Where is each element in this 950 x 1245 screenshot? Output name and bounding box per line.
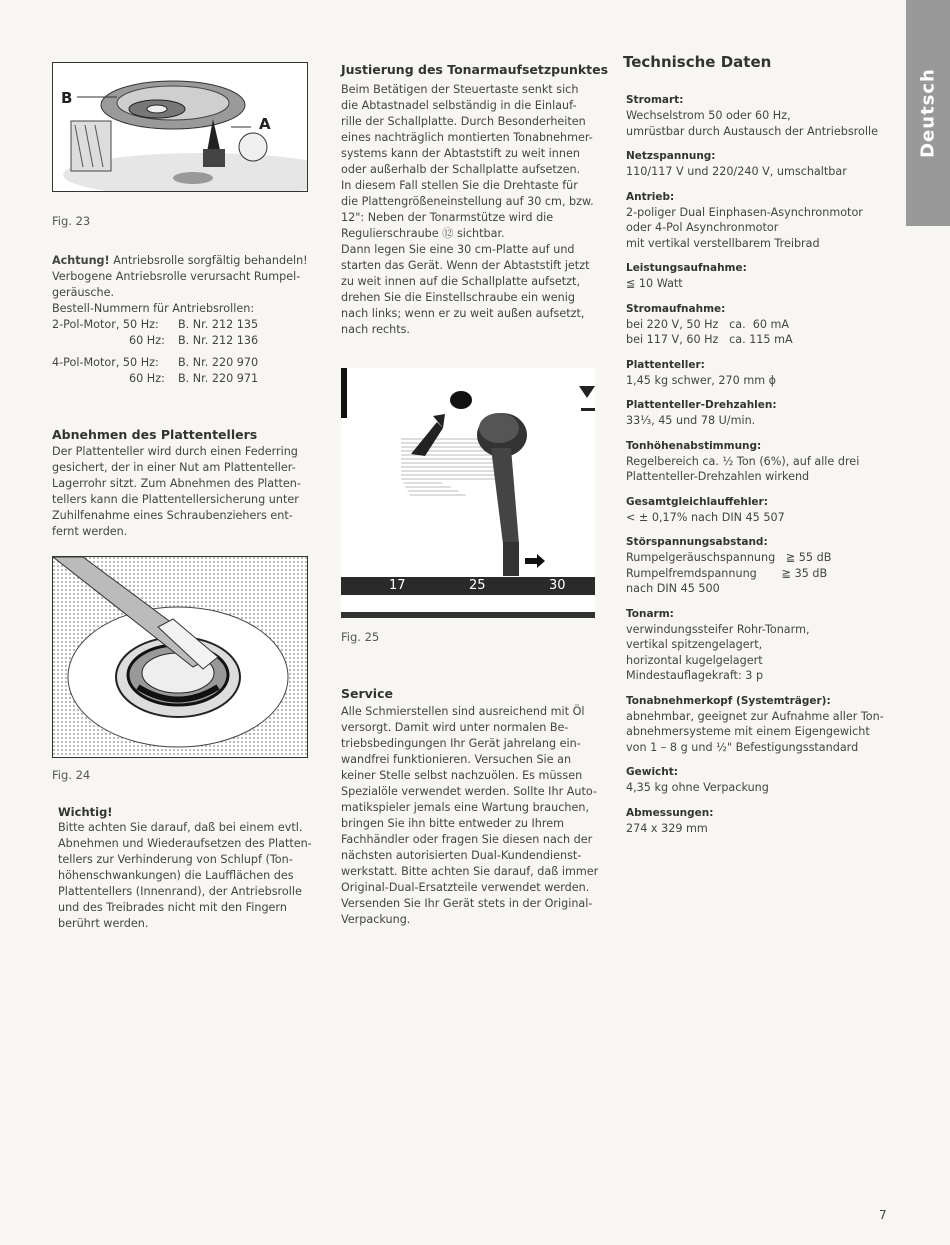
spec-antrieb xyxy=(626,191,896,252)
body-line: In diesem Fall stellen Sie die Drehtaste für xyxy=(341,179,578,192)
body-line: Beim Betätigen der Steuertaste senkt sich xyxy=(341,83,579,96)
scale-mark-25: 25 xyxy=(469,578,486,593)
spec-value: Rumpelfremdspannung ≧ 35 dB xyxy=(626,566,828,580)
body-line: systems kann der Abtaststift zu weit innen xyxy=(341,147,580,160)
figure-25 xyxy=(341,368,595,618)
motor-label: 60 Hz: xyxy=(129,372,165,385)
abnehmen-body xyxy=(52,444,310,540)
spec-value: oder 4-Pol Asynchronmotor xyxy=(626,221,779,234)
language-tab xyxy=(906,0,950,226)
service-body xyxy=(341,704,599,928)
body-line: Original-Dual-Ersatzteile verwendet werden. xyxy=(341,881,590,894)
spec-value: horizontal kugelgelagert xyxy=(626,653,763,667)
achtung-line: geräusche. xyxy=(52,286,115,299)
spec-value: Plattenteller-Drehzahlen wirkend xyxy=(626,470,810,483)
order-number: B. Nr. 220 970 xyxy=(178,356,259,369)
body-line: Zuhilfenahme eines Schraubenziehers ent- xyxy=(52,509,293,522)
body-line: Verpackung. xyxy=(341,913,411,926)
achtung-title: Achtung! xyxy=(52,254,110,267)
spec-label: Tonhöhenabstimmung: xyxy=(626,439,762,452)
achtung-line: Verbogene Antriebsrolle verursacht Rumpel- xyxy=(52,270,301,283)
spec-value: bei 117 V, 60 Hz ca. 115 mA xyxy=(626,333,793,346)
spec-value: 110/117 V und 220/240 V, umschaltbar xyxy=(626,165,847,178)
spec-tonabnehmerkopf xyxy=(626,695,896,756)
spec-value: mit vertikal verstellbarem Treibrad xyxy=(626,236,820,250)
spec-value: 33⅓, 45 und 78 U/min. xyxy=(626,414,756,427)
spec-value: von 1 – 8 g und ½" Befestigungsstandard xyxy=(626,740,859,754)
body-line: Spezialöle verwendet werden. Sollte Ihr Auto- xyxy=(341,785,597,798)
spec-value: Regelbereich ca. ½ Ton (6%), auf alle drei xyxy=(626,454,860,468)
body-line: die Plattengrößeneinstellung auf 30 cm, bzw. xyxy=(341,195,594,208)
spec-label: Leistungsaufnahme: xyxy=(626,262,747,274)
service-heading: Service xyxy=(341,686,393,701)
spec-value: nach DIN 45 500 xyxy=(626,582,720,595)
body-line: eines nachträglich montierten Tonabnehmer- xyxy=(341,131,593,144)
justierung-body xyxy=(341,82,599,338)
spec-value: 2-poliger Dual Einphasen-Asynchronmotor xyxy=(626,205,863,219)
figure-23 xyxy=(52,62,308,192)
scale-mark-17: 17 xyxy=(389,578,406,593)
spec-label: Stromaufnahme: xyxy=(626,302,726,315)
body-line: wandfrei funktionieren. Versuchen Sie an xyxy=(341,753,572,766)
body-line: Plattentellers (Innenrand), der Antriebsrolle xyxy=(58,885,302,898)
technische-daten-heading: Technische Daten xyxy=(623,53,772,71)
label-b: B xyxy=(61,89,73,107)
body-line: höhenschwankungen) die Laufflächen des xyxy=(58,869,294,882)
spec-label: Tonarm: xyxy=(626,607,674,620)
body-line: rille der Schallplatte. Durch Besonderheiten xyxy=(341,115,586,128)
spec-label: Stromart: xyxy=(626,94,684,106)
body-line: und des Treibrades nicht mit den Fingern xyxy=(58,901,287,914)
spec-value: Rumpelgeräuschspannung ≧ 55 dB xyxy=(626,551,832,564)
body-line: berührt werden. xyxy=(58,917,149,930)
page-number: 7 xyxy=(879,1208,887,1222)
body-line: Bitte achten Sie darauf, daß bei einem evtl. xyxy=(58,821,303,834)
motor-label: 60 Hz: xyxy=(129,334,165,347)
spec-abmessungen xyxy=(626,807,896,837)
achtung-line1: Antriebsrolle sorgfältig behandeln! xyxy=(109,254,308,267)
spec-leistungsaufnahme xyxy=(626,262,896,292)
spec-value: abnehmbar, geeignet zur Aufnahme aller Ton- xyxy=(626,709,884,723)
size-scale-strip xyxy=(341,577,595,595)
spec-tonarm xyxy=(626,608,896,684)
body-line: Dann legen Sie eine 30 cm-Platte auf und xyxy=(341,243,575,256)
spec-value: umrüstbar durch Austausch der Antriebsrolle xyxy=(626,124,878,138)
order-number: B. Nr. 212 135 xyxy=(178,318,259,331)
body-line: tellers zur Verhinderung von Schlupf (Ton- xyxy=(58,853,293,866)
body-line: die Abtastnadel selbständig in die Einlauf- xyxy=(341,99,577,112)
spec-label: Störspannungsabstand: xyxy=(626,536,768,548)
body-line: oder außerhalb der Schallplatte aufsetzen. xyxy=(341,163,581,176)
body-line: versorgt. Damit wird unter normalen Be- xyxy=(341,721,569,734)
body-line: nach rechts. xyxy=(341,323,410,336)
spec-gleichlauffehler xyxy=(626,496,896,526)
order-number-rows-2pol xyxy=(52,317,310,349)
spec-stoerspannungsabstand xyxy=(626,536,896,597)
body-line: zu weit innen auf die Schallplatte aufsetzt, xyxy=(341,275,581,288)
spec-value: 4,35 kg ohne Verpackung xyxy=(626,781,769,794)
spec-label: Gesamtgleichlauffehler: xyxy=(626,495,768,508)
body-line: triebsbedingungen Ihr Gerät jahrelang ein- xyxy=(341,737,581,750)
body-line: Fachhändler oder fragen Sie diesen nach der xyxy=(341,833,593,846)
body-line: gesichert, der in einer Nut am Plattenteller- xyxy=(52,461,296,474)
body-line: Alle Schmierstellen sind ausreichend mit Öl xyxy=(341,705,585,718)
spec-value: ≦ 10 Watt xyxy=(626,277,683,290)
spec-stromart xyxy=(626,94,896,139)
justierung-heading: Justierung des Tonarmaufsetzpunktes xyxy=(341,62,609,77)
order-number-rows-4pol xyxy=(52,355,310,387)
turntable-drive-illustration xyxy=(53,63,307,191)
abnehmen-heading: Abnehmen des Plattentellers xyxy=(52,427,258,442)
spec-label: Antrieb: xyxy=(626,190,675,203)
order-number: B. Nr. 220 971 xyxy=(178,372,259,385)
spec-value: bei 220 V, 50 Hz ca. 60 mA xyxy=(626,317,790,331)
scale-mark-30: 30 xyxy=(549,578,566,593)
wichtig-body xyxy=(58,820,316,932)
spec-value: < ± 0,17% nach DIN 45 507 xyxy=(626,510,785,524)
body-line: keiner Stelle selbst nachzuölen. Es müssen xyxy=(341,769,583,782)
body-line: Regulierschraube ⑫ sichtbar. xyxy=(341,227,505,240)
spec-label: Gewicht: xyxy=(626,766,678,778)
spec-label: Plattenteller-Drehzahlen: xyxy=(626,399,777,411)
fig24-caption: Fig. 24 xyxy=(52,768,91,782)
figure-24 xyxy=(52,556,308,758)
label-a: A xyxy=(259,115,271,133)
achtung-line: Bestell-Nummern für Antriebsrollen: xyxy=(52,302,255,315)
spec-gewicht xyxy=(626,766,896,796)
spec-drehzahlen xyxy=(626,399,896,429)
spec-label: Plattenteller: xyxy=(626,358,705,371)
spec-tonhoehenabstimmung xyxy=(626,440,896,485)
spec-stromaufnahme xyxy=(626,303,896,348)
body-line: Lagerrohr sitzt. Zum Abnehmen des Platten- xyxy=(52,477,301,490)
language-tab-label: Deutsch xyxy=(917,68,939,158)
body-line: tellers kann die Plattentellersicherung unter xyxy=(52,493,299,506)
body-line: Der Plattenteller wird durch einen Federring xyxy=(52,445,298,458)
motor-label: 2-Pol-Motor, 50 Hz: xyxy=(52,318,159,331)
body-line: nächsten autorisierten Dual-Kundendienst- xyxy=(341,849,582,862)
body-line: werkstatt. Bitte achten Sie darauf, daß immer xyxy=(341,865,599,878)
specs-list xyxy=(626,94,896,847)
spec-value: Mindestauflagekraft: 3 p xyxy=(626,669,764,682)
spec-label: Tonabnehmerkopf (Systemträger): xyxy=(626,694,831,707)
body-line: Versenden Sie Ihr Gerät stets in der Original- xyxy=(341,897,593,910)
body-line: matikspieler jemals eine Wartung brauchen, xyxy=(341,801,589,814)
spec-value: abnehmersysteme mit einem Eigengewicht xyxy=(626,725,870,738)
spec-value: 274 x 329 mm xyxy=(626,821,708,835)
spec-value: verwindungssteifer Rohr-Tonarm, xyxy=(626,622,810,636)
spec-plattenteller xyxy=(626,359,896,389)
achtung-block xyxy=(52,253,310,387)
spec-value: vertikal spitzengelagert, xyxy=(626,638,763,651)
body-line: Abnehmen und Wiederaufsetzen des Platten- xyxy=(58,837,312,850)
body-line: starten das Gerät. Wenn der Abtaststift jetzt xyxy=(341,259,590,272)
fig25-caption: Fig. 25 xyxy=(341,630,380,644)
spec-value: 1,45 kg schwer, 270 mm ɸ xyxy=(626,373,777,387)
body-line: 12": Neben der Tonarmstütze wird die xyxy=(341,211,554,224)
body-line: drehen Sie die Einstellschraube ein wenig xyxy=(341,291,575,304)
body-line: fernt werden. xyxy=(52,525,128,538)
body-line: bringen Sie ihn bitte entweder zu Ihrem xyxy=(341,817,565,830)
spec-value: Wechselstrom 50 oder 60 Hz, xyxy=(626,109,791,122)
motor-label: 4-Pol-Motor, 50 Hz: xyxy=(52,356,159,369)
wichtig-heading: Wichtig! xyxy=(58,805,113,819)
spec-netzspannung xyxy=(626,150,896,180)
body-line: nach links; wenn er zu weit außen aufsetzt, xyxy=(341,307,585,320)
platter-removal-illustration xyxy=(53,557,307,757)
fig23-caption: Fig. 23 xyxy=(52,214,91,228)
spec-label: Netzspannung: xyxy=(626,150,716,162)
order-number: B. Nr. 212 136 xyxy=(178,334,259,347)
spec-label: Abmessungen: xyxy=(626,806,714,819)
